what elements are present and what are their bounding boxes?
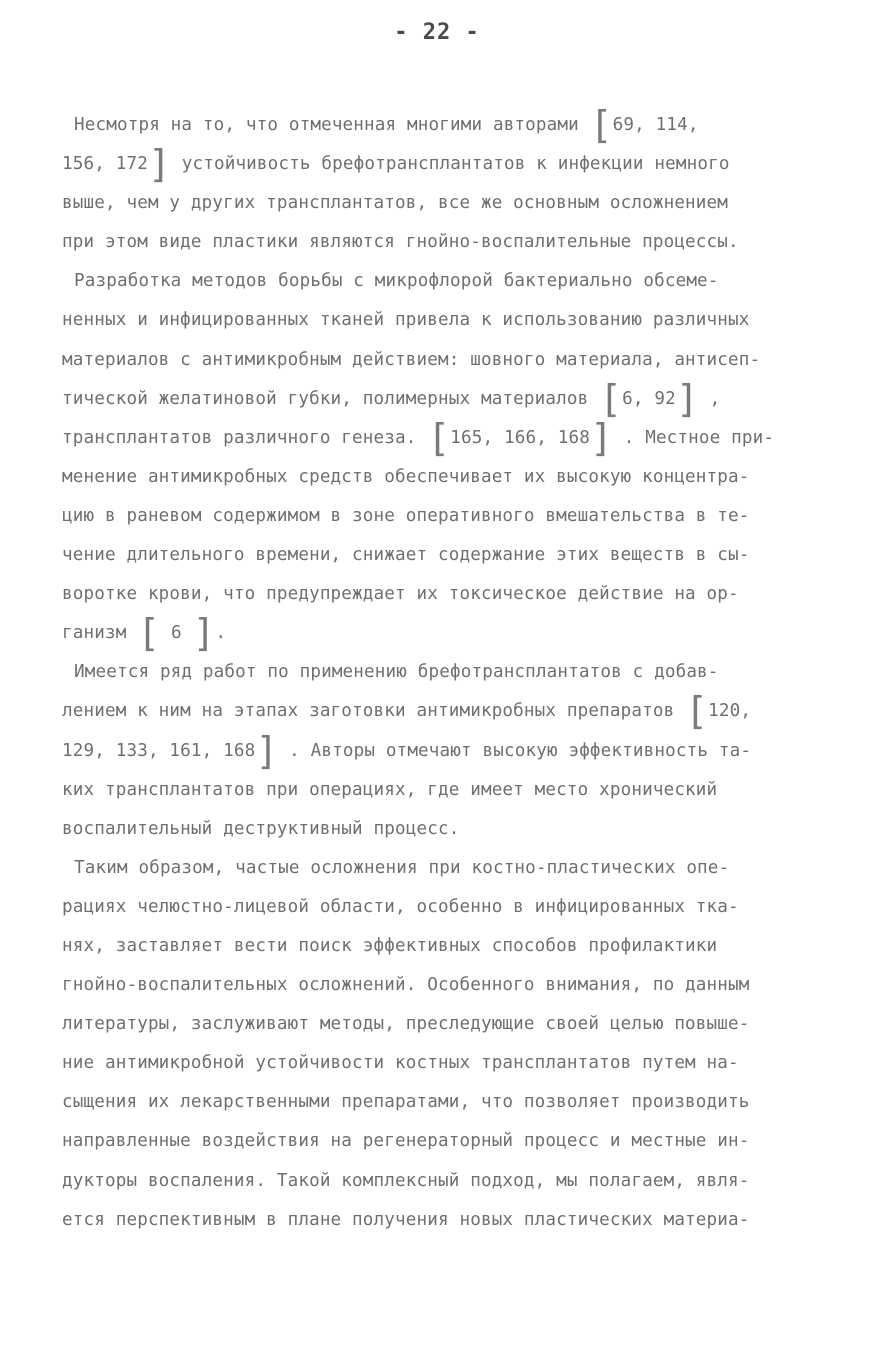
text-segment: . Местное при- — [612, 427, 775, 448]
text-line — [62, 849, 852, 888]
text-line — [62, 184, 852, 223]
text-segment: лением к ним на этапах заготовки антимикробных препаратов — [62, 701, 686, 722]
text-line — [62, 689, 852, 734]
text-segment: цию в раневом содержимом в зоне оперативного вмешательства в те- — [62, 505, 750, 526]
body-text — [62, 103, 852, 1240]
citation-close-bracket: ] — [255, 728, 279, 773]
text-line — [62, 611, 852, 656]
text-line — [62, 1044, 852, 1083]
text-segment: 165, 166, 168 — [450, 427, 590, 448]
text-segment: рациях челюстно-лицевой области, особенно в инфицированных тка- — [62, 896, 739, 917]
text-line — [62, 771, 852, 810]
citation-open-bracket: [ — [599, 376, 623, 421]
text-segment: ненных и инфицированных тканей привела к использованию различных — [62, 310, 750, 331]
text-segment: материалов с антимикробным действием: шовного материала, антисеп- — [62, 349, 761, 370]
text-line — [62, 1005, 852, 1044]
text-segment: 156, 172 — [62, 154, 148, 175]
text-line — [62, 103, 852, 147]
text-segment: чение длительного времени, снижает содержание этих веществ в сы- — [62, 545, 750, 566]
text-segment: ется перспективным в плане получения новых пластических материа- — [62, 1209, 750, 1230]
text-line — [62, 497, 852, 536]
citation-close-bracket: ] — [589, 415, 613, 460]
text-line — [62, 1162, 852, 1201]
text-line — [62, 536, 852, 575]
text-segment: выше, чем у других трансплантатов, все же основным осложнением — [62, 193, 729, 214]
text-segment: дукторы воспаления. Такой комплексный подход, мы полагаем, явля- — [62, 1170, 750, 1191]
text-segment: воспалительный деструктивный процесс. — [62, 818, 460, 839]
citation-close-bracket: ] — [147, 142, 171, 187]
text-segment: Разработка методов борьбы с микрофлорой бактериально обсеме- — [74, 271, 719, 292]
text-segment: ганизм — [62, 623, 138, 644]
text-segment: сыщения их лекарственными препаратами, что позволяет производить — [62, 1092, 750, 1113]
text-line — [62, 1122, 852, 1161]
citation-close-bracket: ] — [675, 376, 699, 421]
text-line — [62, 415, 852, 460]
text-line — [62, 1201, 852, 1240]
text-line — [62, 223, 852, 262]
text-segment: Имеется ряд работ по применению брефотрансплантатов с добав- — [74, 662, 719, 683]
text-segment: 129, 133, 161, 168 — [62, 740, 256, 761]
text-line — [62, 575, 852, 614]
text-segment: Таким образом, частые осложнения при костно-пластических опе- — [74, 857, 730, 878]
text-line — [62, 1083, 852, 1122]
text-line — [62, 927, 852, 966]
text-line — [62, 262, 852, 301]
text-line — [62, 728, 852, 773]
text-segment: 6 — [160, 623, 193, 644]
citation-open-bracket: [ — [137, 611, 161, 656]
text-segment: воротке крови, что предупреждает их токсическое действие на ор- — [62, 584, 739, 605]
page-number: - 22 - — [394, 20, 480, 45]
citation-close-bracket: ] — [192, 611, 216, 656]
text-segment: трансплантатов различного генеза. — [62, 427, 428, 448]
text-line — [62, 376, 852, 421]
text-line — [62, 810, 852, 849]
text-segment: . — [215, 623, 227, 644]
text-line — [62, 653, 852, 692]
text-segment: ких трансплантатов при операциях, где имеет место хронический — [62, 779, 718, 800]
text-line — [62, 888, 852, 927]
text-segment: нях, заставляет вести поиск эффективных способов профилактики — [62, 935, 718, 956]
text-line — [62, 966, 852, 1005]
text-segment: , — [698, 388, 721, 409]
text-segment: тической желатиновой губки, полимерных материалов — [62, 388, 600, 409]
text-segment: ние антимикробной устойчивости костных трансплантатов путем на- — [62, 1053, 739, 1074]
text-segment: устойчивость брефотрансплантатов к инфекции немного — [170, 154, 730, 175]
text-segment: . Авторы отмечают высокую эффективность та- — [278, 740, 752, 761]
text-segment: при этом виде пластики являются гнойно-воспалительные процессы. — [62, 232, 739, 253]
text-segment: Несмотря на то, что отмеченная многими авторами — [74, 115, 590, 135]
text-segment: 120, — [708, 701, 752, 722]
citation-open-bracket: [ — [427, 415, 451, 460]
text-segment: 6, 92 — [622, 388, 676, 409]
citation-open-bracket: [ — [589, 103, 613, 147]
text-segment: направленные воздействия на регенераторный процесс и местные ин- — [62, 1131, 750, 1152]
text-segment: литературы, заслуживают методы, преследующие своей целью повыше- — [62, 1014, 750, 1035]
citation-open-bracket: [ — [685, 689, 709, 734]
text-line — [62, 341, 852, 380]
text-segment: 69, 114, — [612, 115, 699, 135]
text-line — [62, 142, 852, 187]
text-segment: менение антимикробных средств обеспечивает их высокую концентра- — [62, 466, 750, 487]
text-line — [62, 458, 852, 497]
text-line — [62, 301, 852, 340]
text-segment: гнойно-воспалительных осложнений. Особенного внимания, по данным — [62, 975, 750, 996]
